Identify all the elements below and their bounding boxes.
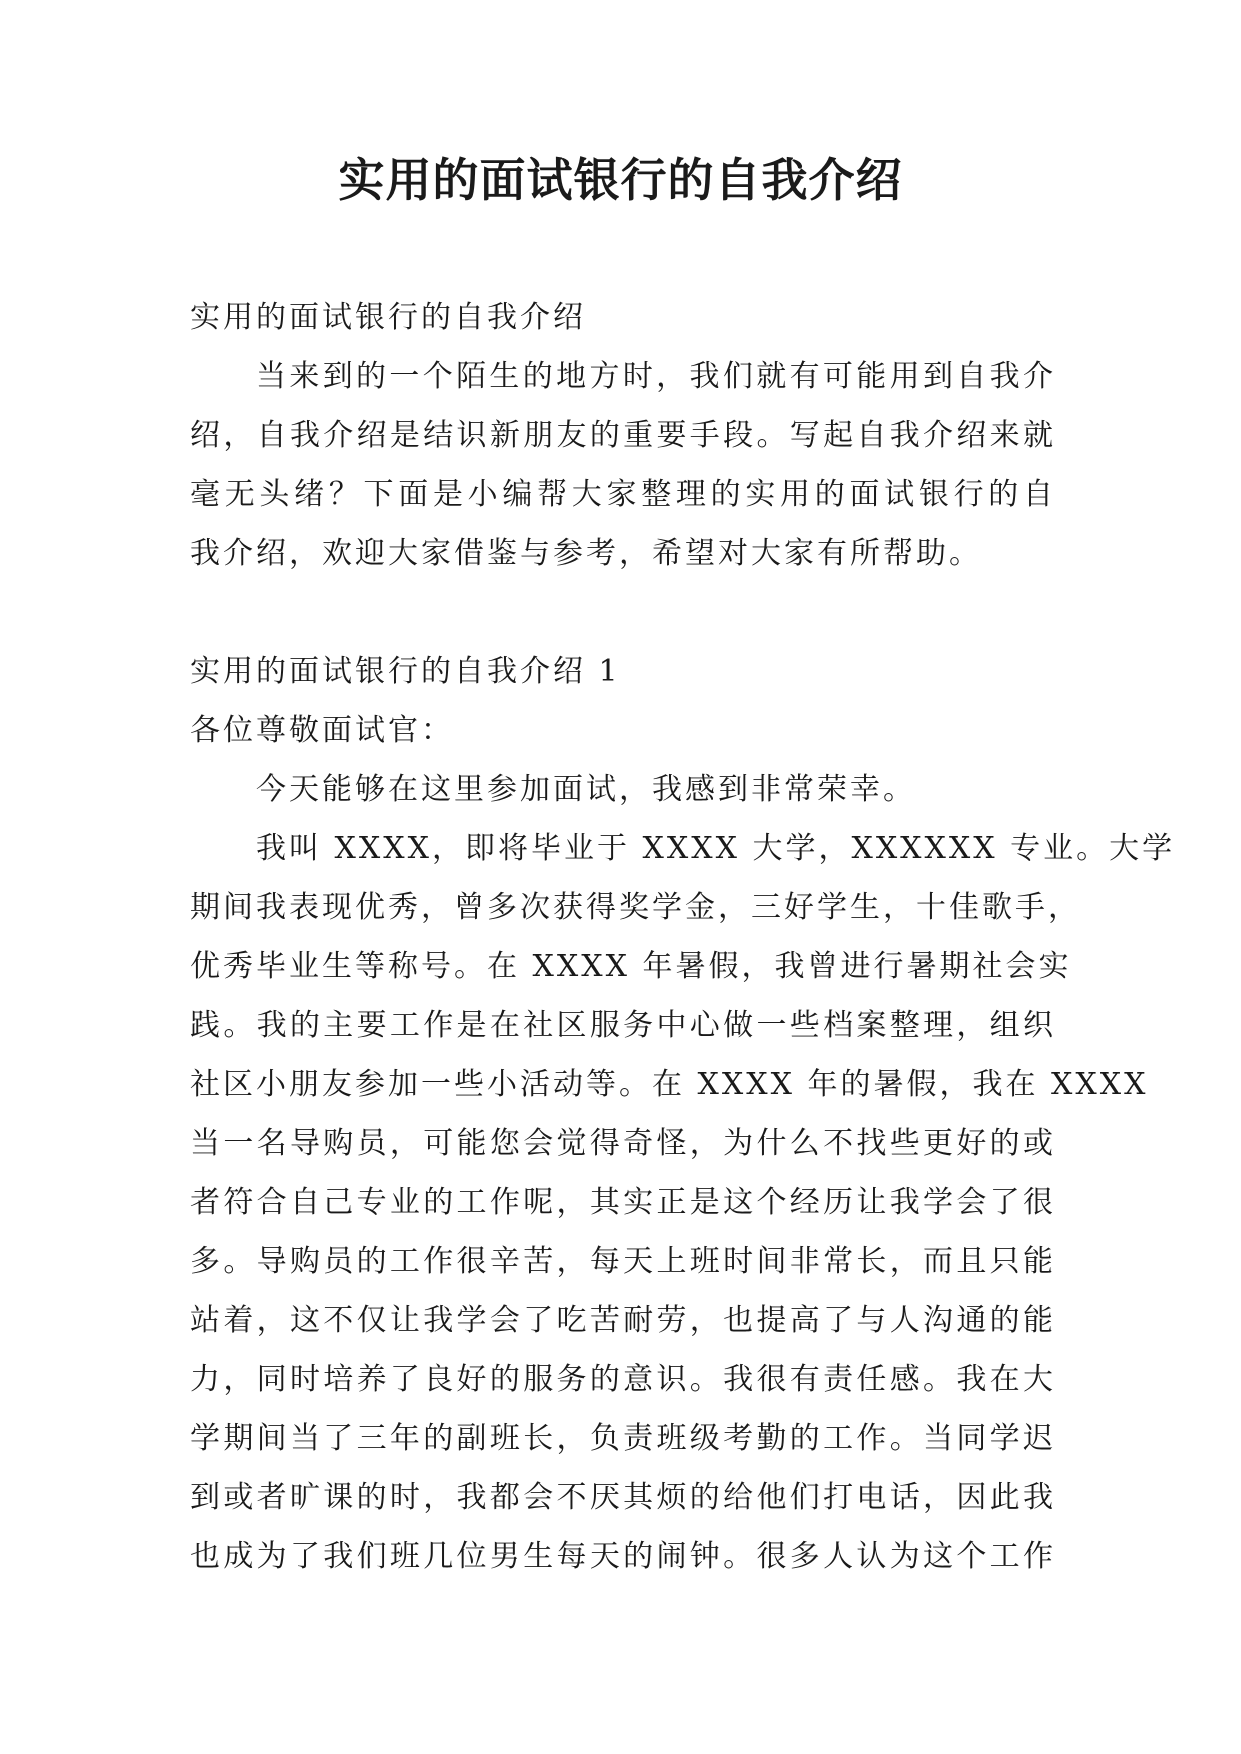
intro-line: 毫无头绪？下面是小编帮大家整理的实用的面试银行的自 [190,477,1056,512]
document-subtitle: 实用的面试银行的自我介绍 [190,300,586,335]
intro-line: 绍，自我介绍是结识新朋友的重要手段。写起自我介绍来就 [190,418,1056,453]
intro-line: 我介绍，欢迎大家借鉴与参考，希望对大家有所帮助。 [190,536,982,571]
salutation: 各位尊敬面试官： [190,713,454,748]
paragraph-line: 当一名导购员，可能您会觉得奇怪，为什么不找些更好的或 [190,1126,1056,1161]
paragraph-line: 者符合自己专业的工作呢，其实正是这个经历让我学会了很 [190,1185,1056,1220]
intro-line: 当来到的一个陌生的地方时，我们就有可能用到自我介 [256,359,1056,394]
paragraph-line: 优秀毕业生等称号。在 XXXX 年暑假，我曾进行暑期社会实 [190,949,1072,984]
paragraph-gap [190,583,1056,642]
paragraph-line: 到或者旷课的时，我都会不厌其烦的给他们打电话，因此我 [190,1480,1056,1515]
paragraph-line: 践。我的主要工作是在社区服务中心做一些档案整理，组织 [190,1008,1056,1043]
paragraph-line: 站着，这不仅让我学会了吃苦耐劳，也提高了与人沟通的能 [190,1303,1056,1338]
paragraph-line: 也成为了我们班几位男生每天的闹钟。很多人认为这个工作 [190,1539,1056,1574]
paragraph-line: 今天能够在这里参加面试，我感到非常荣幸。 [256,772,916,807]
paragraph-line: 社区小朋友参加一些小活动等。在 XXXX 年的暑假，我在 XXXX [190,1067,1149,1102]
paragraph-line: 期间我表现优秀，曾多次获得奖学金，三好学生，十佳歌手， [190,890,1081,925]
document-body [190,288,1176,1586]
paragraph-line: 多。导购员的工作很辛苦，每天上班时间非常长，而且只能 [190,1244,1056,1279]
section-heading: 实用的面试银行的自我介绍 1 [190,654,621,689]
paragraph-line: 力，同时培养了良好的服务的意识。我很有责任感。我在大 [190,1362,1056,1397]
document-title: 实用的面试银行的自我介绍 [338,153,903,207]
paragraph-line: 学期间当了三年的副班长，负责班级考勤的工作。当同学迟 [190,1421,1056,1456]
paragraph-line: 我叫 XXXX，即将毕业于 XXXX 大学，XXXXXX 专业。大学 [256,831,1176,866]
